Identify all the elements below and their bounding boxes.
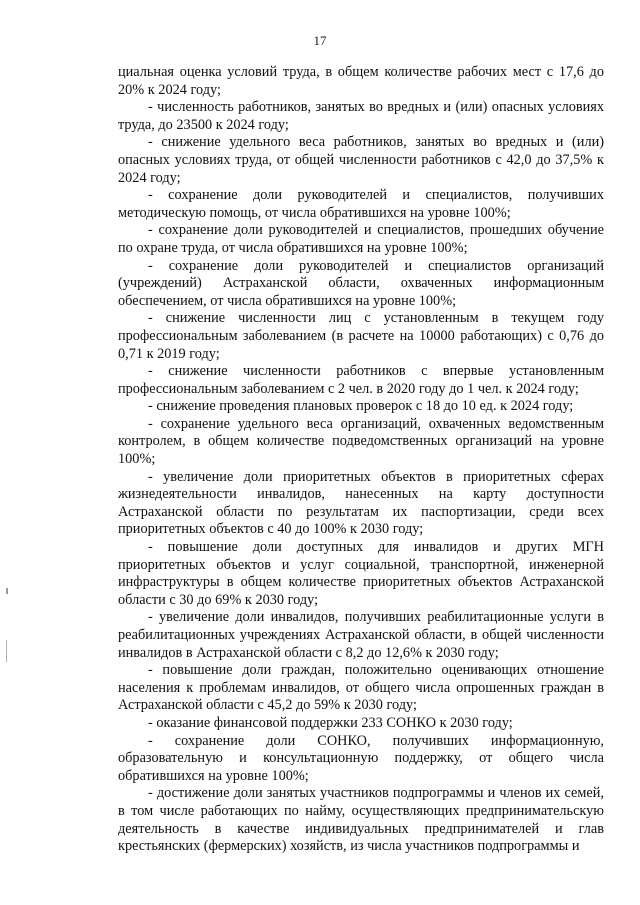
list-item-occupational-disease-rate: - снижение численности лиц с установленным в текущем году профессиональным заболеванием (в расчете на 10000 работающих) с 0,76 до 0,71 к 2019 году; [118, 310, 604, 362]
list-item-occupational-disease-count: - снижение численности работников с впервые установленным профессиональным заболеванием с 2 чел. в 2020 году до 1 чел. к 2024 году; [118, 363, 604, 397]
list-item-labor-safety-training: - сохранение доли руководителей и специалистов, прошедших обучение по охране труда, от числа обратившихся на уровне 100%; [118, 222, 604, 256]
list-item-financial-support: - оказание финансовой поддержки 233 СОНКО к 2030 году; [148, 714, 513, 731]
scan-margin-mark [6, 588, 8, 594]
paragraph-continuation: циальная оценка условий труда, в общем количестве рабочих мест с 17,6 до 20% к 2024 году; [118, 64, 604, 98]
list-item-sonko-support: - сохранение доли СОНКО, получивших информационную, образовательную и консультационную поддержку, от общего числа обратившихся на уровне 100%; [118, 732, 604, 784]
list-item-planned-inspections: - снижение проведения плановых проверок с 18 до 10 ед. к 2024 году; [148, 398, 574, 415]
document-body [118, 64, 604, 856]
list-item-rehabilitation-services: - увеличение доли инвалидов, получивших реабилитационные услуги в реабилитационных учреждениях Астраханской области, в общей численности инвалидов в Астраханской области с 8,2 до 12,6% к 2030 году; [118, 609, 604, 661]
page-number: 17 [313, 33, 327, 48]
list-item-share-harmful-conditions: - снижение удельного веса работников, занятых во вредных и (или) опасных условиях труда, от общей численности работников с 42,0 до 37,5% к 2024 году; [118, 134, 604, 186]
scan-margin-mark [6, 640, 7, 662]
list-item-information-support: - сохранение доли руководителей и специалистов организаций (учреждений) Астраханской области, охваченных информационным обеспечением, от числа обратившихся на уровне 100%; [118, 257, 604, 309]
list-item-departmental-control: - сохранение удельного веса организаций, охваченных ведомственным контролем, в общем количестве подведомственных организаций на уровне 100%; [118, 415, 604, 468]
list-item-workers-harmful-conditions: - численность работников, занятых во вредных и (или) опасных условиях труда, до 23500 к 2024 году; [118, 99, 604, 133]
list-item-accessibility-map: - увеличение доли приоритетных объектов в приоритетных сферах жизнедеятельности инвалидов, нанесенных на карту доступности Астраханской области по результатам их паспортизации, среди всех приоритетных объектов с 40 до 100% к 2030 году; [118, 468, 604, 538]
list-item-accessible-objects: - повышение доли доступных для инвалидов и других МГН приоритетных объектов и услуг социальной, транспортной, инженерной инфраструктуры в общем количестве приоритетных объектов Астраханской области с 30 до 69% к 2030 году; [118, 539, 604, 608]
list-item-entrepreneurship: - достижение доли занятых участников подпрограммы и членов их семей, в том числе работающих по найму, осуществляющих предпринимательскую деятельность в качестве индивидуальных предпринимателей и глав крестьянских (фермерских) хозяйств, из числа участников подпрограммы и [118, 785, 604, 855]
list-item-methodical-help: - сохранение доли руководителей и специалистов, получивших методическую помощь, от числа обратившихся на уровне 100%; [118, 187, 604, 221]
list-item-public-attitude: - повышение доли граждан, положительно оценивающих отношение населения к проблемам инвалидов, от общего числа опрошенных граждан в Астраханской области с 45,2 до 59% к 2030 году; [118, 662, 604, 714]
